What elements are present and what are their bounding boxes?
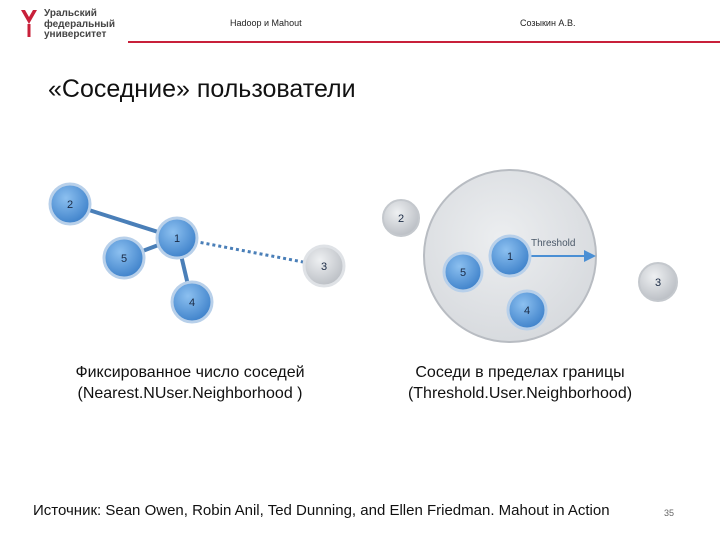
node-2	[50, 184, 90, 224]
threshold-diagram	[383, 170, 677, 342]
logo-line: федеральный	[44, 18, 115, 30]
caption-threshold	[370, 362, 670, 404]
node-label: 2	[66, 199, 74, 211]
source-citation: Источник: Sean Owen, Robin Anil, Ted Dunning, and Ellen Friedman. Mahout in Action	[33, 502, 610, 519]
node-label: 5	[120, 253, 128, 265]
caption-line: Фиксированное число соседей	[75, 364, 305, 381]
node-2	[383, 200, 419, 236]
slide-title: «Соседние» пользователи	[48, 75, 356, 103]
node-label: 5	[459, 267, 467, 279]
node-5	[444, 253, 482, 291]
node-1	[490, 236, 530, 276]
caption-line: Соседи в пределах границы	[415, 364, 625, 381]
node-label: 3	[320, 261, 328, 273]
header-author: Созыкин А.В.	[520, 18, 576, 28]
node-1	[157, 218, 197, 258]
node-label: 1	[173, 233, 181, 245]
page-number: 35	[664, 508, 675, 518]
node-3	[304, 246, 344, 286]
caption-line: (Threshold.User.Neighborhood)	[407, 385, 633, 402]
nearest-n-diagram	[50, 184, 344, 322]
node-label: 3	[654, 277, 662, 289]
node-label: 4	[523, 305, 531, 317]
university-logo-icon	[20, 8, 38, 38]
university-logo	[20, 8, 120, 44]
logo-line: Уральский	[44, 8, 97, 19]
edge-1-3-dotted	[177, 238, 324, 266]
header-course-title: Hadoop и Mahout	[230, 18, 302, 28]
caption-line: (Nearest.NUser.Neighborhood )	[77, 385, 303, 402]
node-label: 1	[506, 251, 514, 263]
node-label: 4	[188, 297, 196, 309]
node-4	[508, 291, 546, 329]
neighborhood-diagrams	[0, 160, 720, 360]
node-4	[172, 282, 212, 322]
logo-line: университет	[44, 29, 107, 40]
header-divider	[128, 41, 720, 43]
threshold-label: Threshold	[531, 238, 576, 249]
caption-nearest-n	[40, 362, 340, 404]
node-5	[104, 238, 144, 278]
logo-text	[44, 9, 115, 41]
node-label: 2	[397, 213, 405, 225]
node-3	[639, 263, 677, 301]
